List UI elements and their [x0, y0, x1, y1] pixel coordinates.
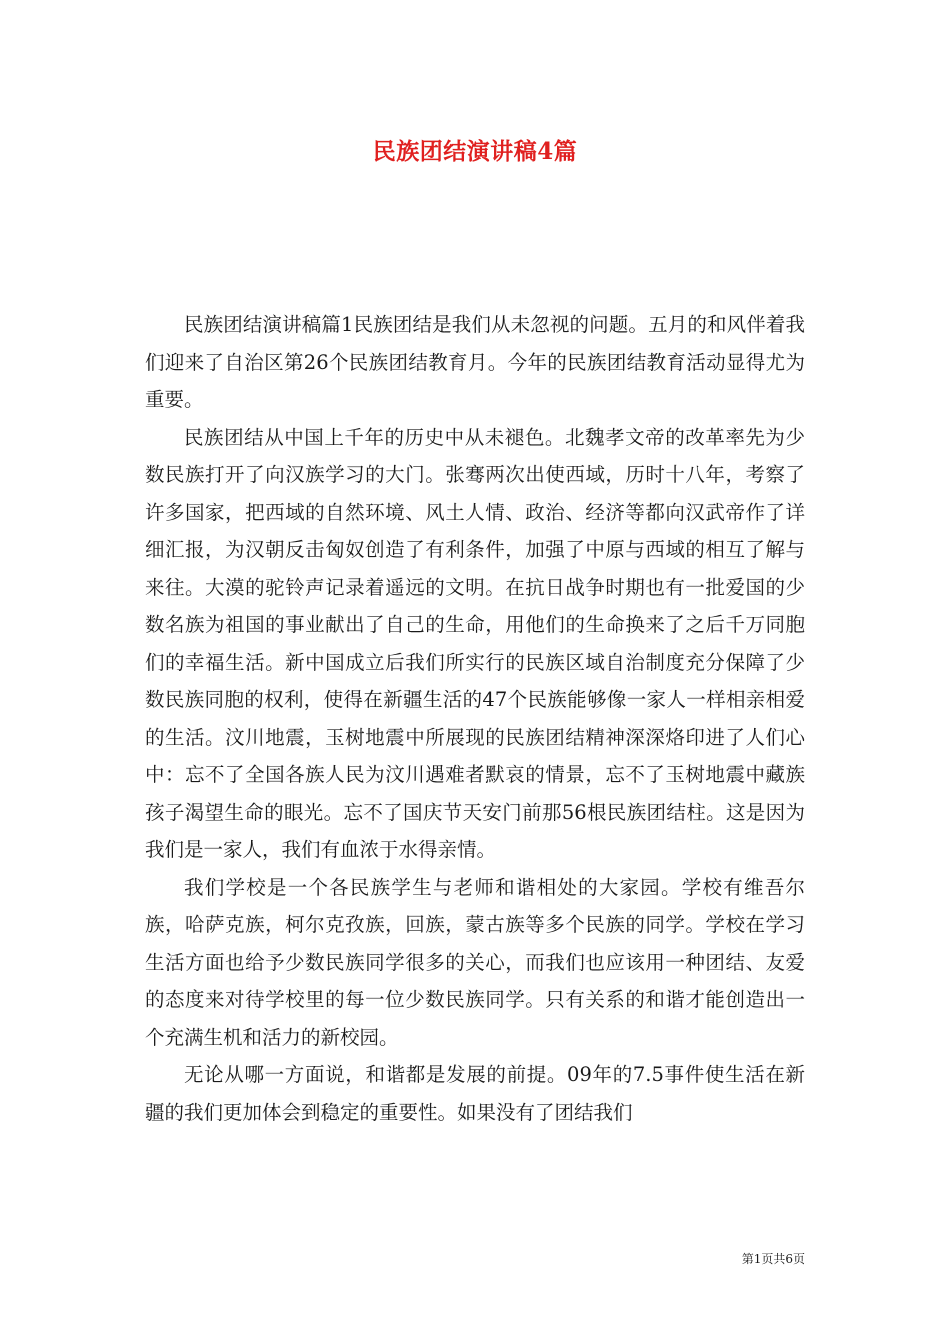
paragraph-3: 我们学校是一个各民族学生与老师和谐相处的大家园。学校有维吾尔族，哈萨克族，柯尔克孜族，回族，蒙古族等多个民族的同学。学校在学习生活方面也给予少数民族同学很多的关心，而我们也应该用一种团结、友爱的态度来对待学校里的每一位少数民族同学。只有关系的和谐才能创造出一个充满生机和活力的新校园。: [145, 875, 805, 1049]
paragraph-2: 民族团结从中国上千年的历史中从未褪色。北魏孝文帝的改革率先为少数民族打开了向汉族学习的大门。张骞两次出使西域，历时十八年，考察了许多国家，把西域的自然环境、风土人情、政治、经济等都向汉武帝作了详细汇报，为汉朝反击匈奴创造了有利条件，加强了中原与西域的相互了解与来往。大漠的驼铃声记录着遥远的文明。在抗日战争时期也有一批爱国的少数名族为祖国的事业献出了自己的生命，用他们的生命换来了之后千万同胞们的幸福生活。新中国成立后我们所实行的民族区域自治制度充分保障了少数民族同胞的权利，使得在新疆生活的47个民族能够像一家人一样相亲相爱的生活。汶川地震，玉树地震中所展现的民族团结精神深深烙印进了人们心中：忘不了全国各族人民为汶川遇难者默哀的情景，忘不了玉树地震中藏族孩子渴望生命的眼光。忘不了国庆节天安门前那56根民族团结柱。这是因为我们是一家人，我们有血浓于水得亲情。: [145, 425, 805, 861]
paragraph-4: 无论从哪一方面说，和谐都是发展的前提。09年的7.5事件使生活在新疆的我们更加体会到稳定的重要性。如果没有了团结我们: [145, 1063, 805, 1124]
page-title: 民族团结演讲稿4篇: [372, 138, 578, 165]
paragraph-1: 民族团结演讲稿篇1民族团结是我们从未忽视的问题。五月的和风伴着我们迎来了自治区第26个民族团结教育月。今年的民族团结教育活动显得尤为重要。: [145, 313, 805, 411]
document-body: [145, 306, 805, 1131]
page-number-footer: 第1页共6页: [741, 1252, 805, 1266]
